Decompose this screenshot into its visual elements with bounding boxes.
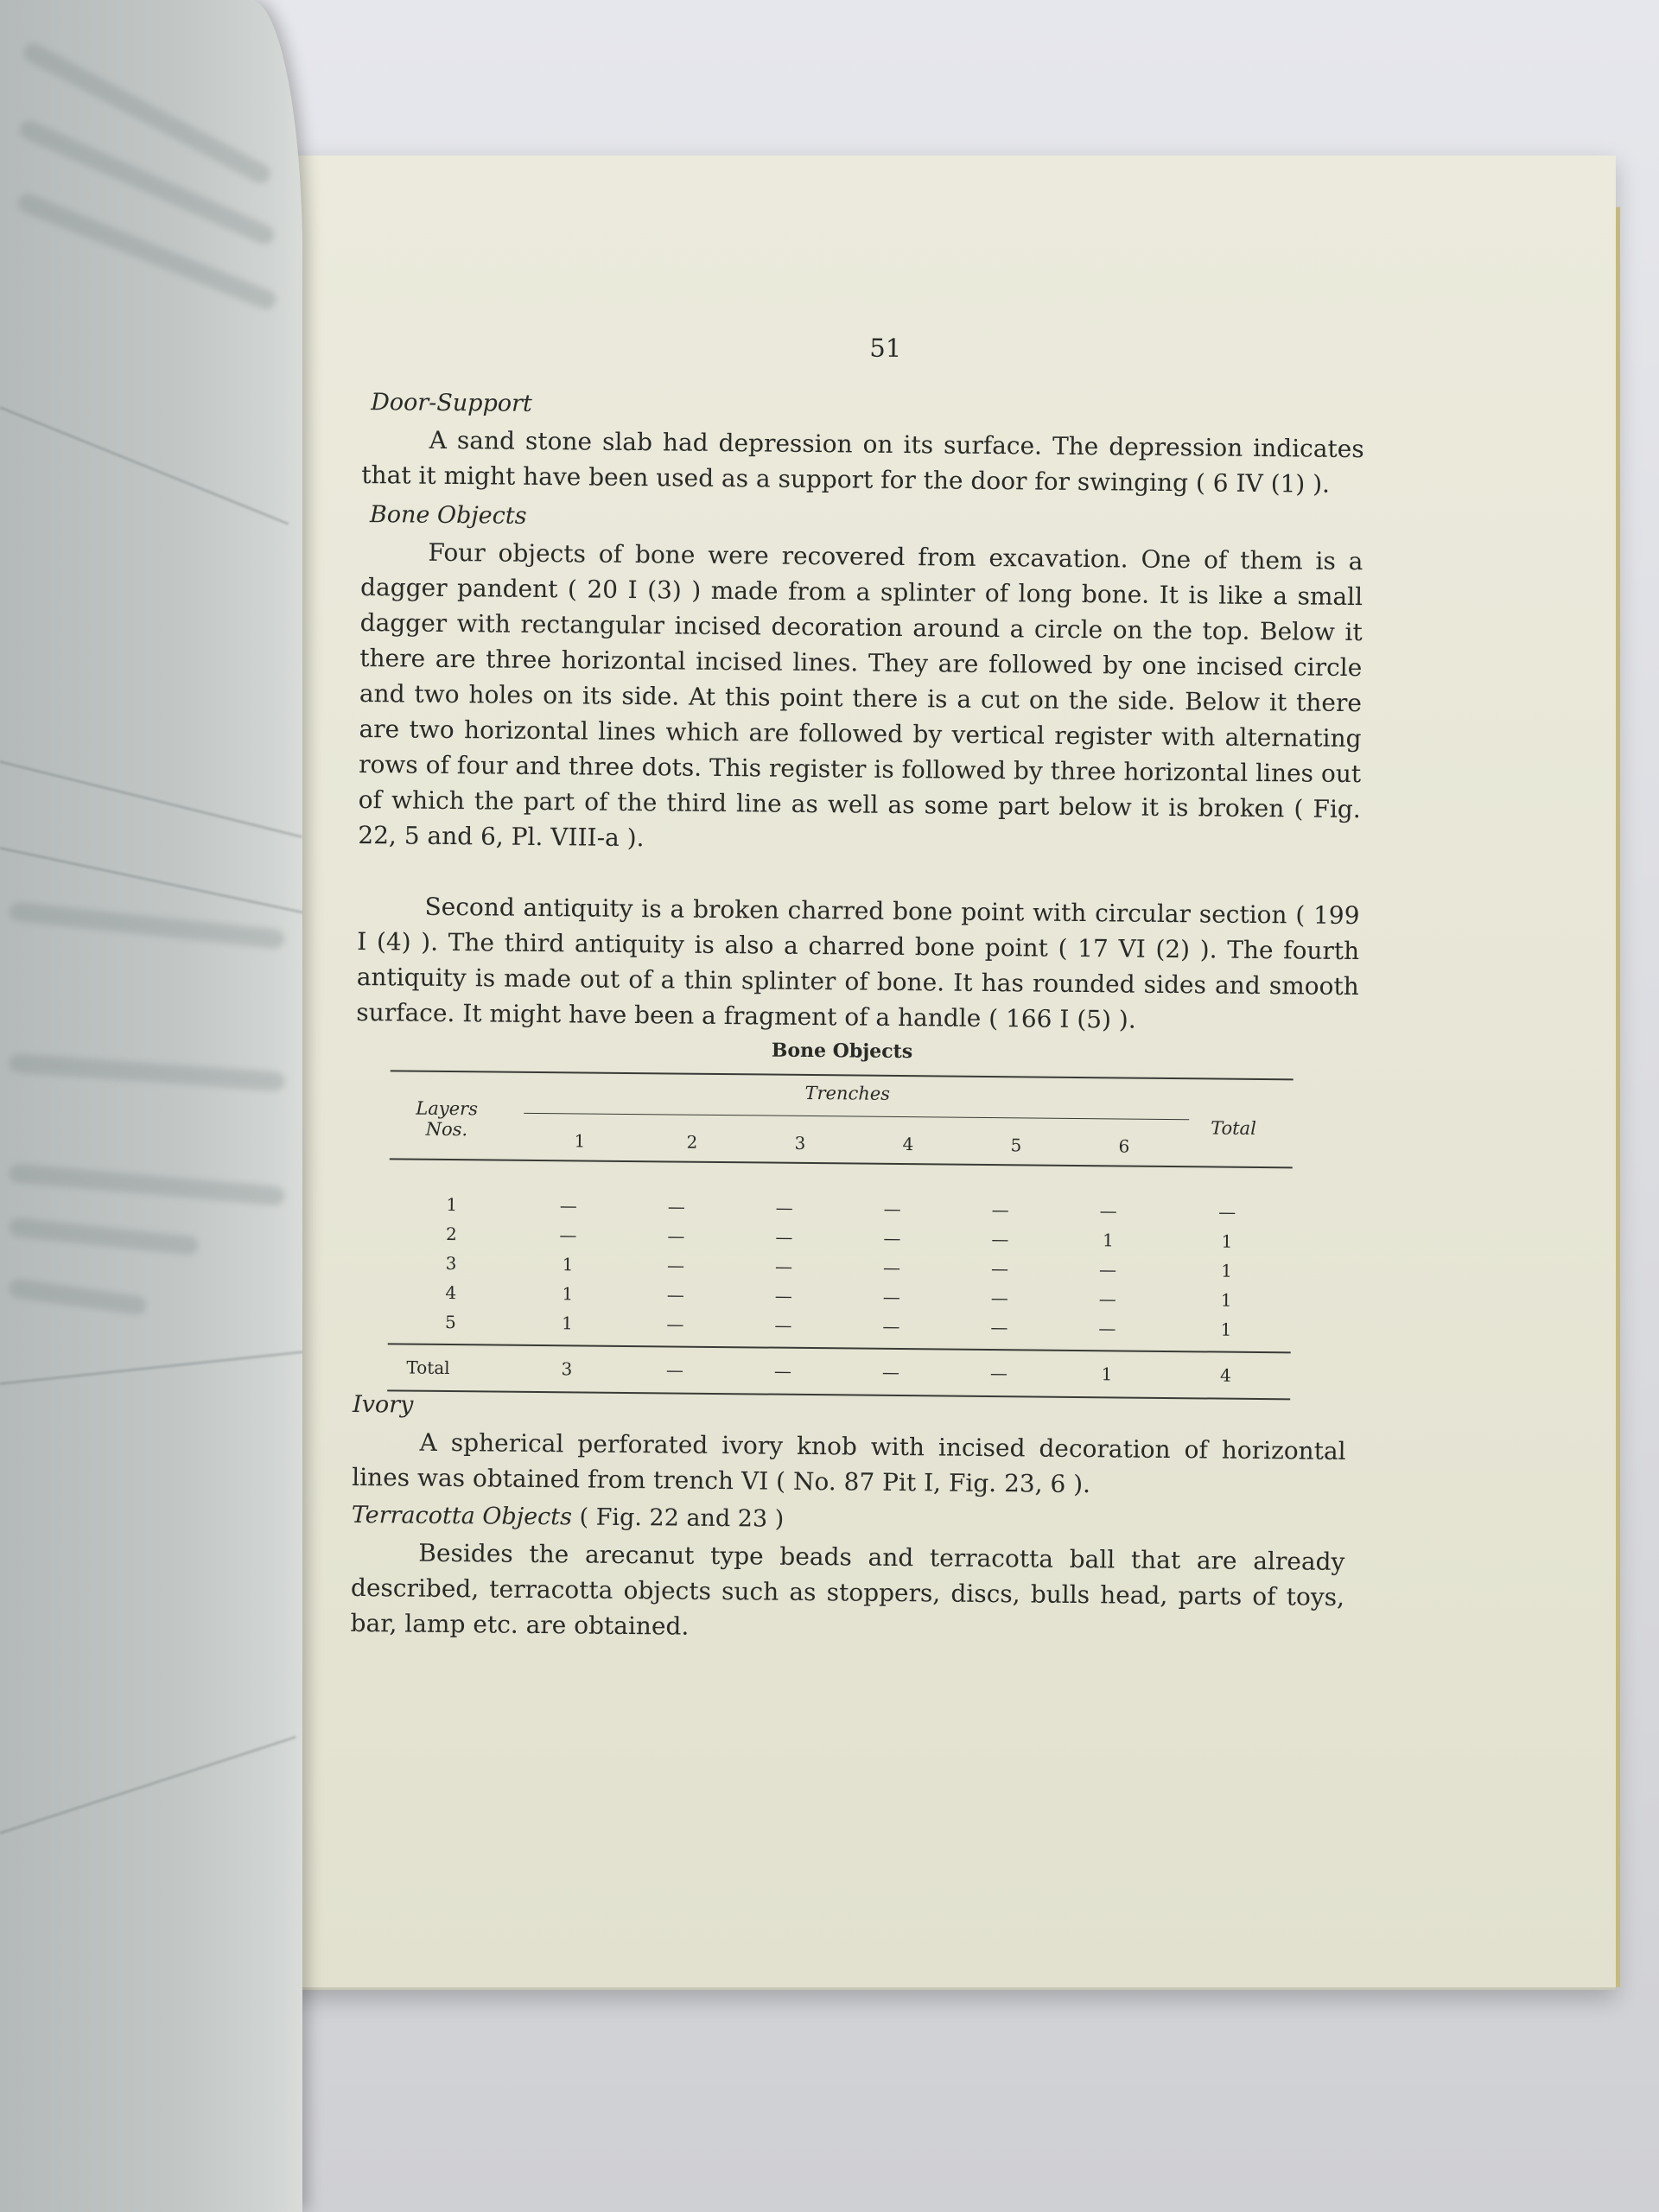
total-row-label: Total bbox=[406, 1357, 450, 1379]
cell: — bbox=[667, 1196, 685, 1217]
heading-door-support: Door-Support bbox=[371, 389, 532, 417]
cell: — bbox=[775, 1197, 793, 1218]
cell: — bbox=[991, 1229, 1009, 1250]
cell: — bbox=[774, 1314, 792, 1336]
row-total: 1 bbox=[1221, 1230, 1233, 1252]
trenches-rule bbox=[524, 1113, 1189, 1120]
row-total: 1 bbox=[1220, 1319, 1232, 1340]
cell: — bbox=[990, 1287, 1008, 1309]
cell: — bbox=[883, 1227, 901, 1249]
table-body bbox=[388, 1160, 1293, 1344]
cell: — bbox=[665, 1359, 684, 1381]
cell: — bbox=[667, 1225, 685, 1247]
cell: — bbox=[775, 1226, 793, 1248]
blurred-text-line bbox=[9, 1053, 286, 1091]
total-header: Total bbox=[1211, 1117, 1256, 1139]
cell: — bbox=[883, 1198, 901, 1220]
layers-header bbox=[416, 1098, 478, 1141]
table-header bbox=[390, 1071, 1294, 1166]
blurred-rule bbox=[0, 847, 302, 914]
paragraph-door-support: A sand stone slab had depression on its surface. The depression indicates that it might have been used as a support for the door for swinging ( 6 IV (1) ). bbox=[361, 425, 1364, 499]
blurred-rule bbox=[0, 1736, 296, 1834]
heading-bone-objects: Bone Objects bbox=[369, 501, 527, 530]
row-total: — bbox=[1218, 1201, 1236, 1223]
cell: — bbox=[666, 1313, 684, 1335]
cell: — bbox=[991, 1199, 1009, 1221]
heading-terracotta-ref: ( Fig. 22 and 23 ) bbox=[571, 1503, 785, 1533]
cell: — bbox=[773, 1360, 792, 1382]
heading-terracotta-line bbox=[352, 1502, 785, 1533]
layer-number: 2 bbox=[445, 1223, 457, 1245]
cell: — bbox=[666, 1255, 685, 1276]
page-number: 51 bbox=[869, 333, 902, 363]
cell: 1 bbox=[561, 1313, 573, 1334]
cell: — bbox=[989, 1363, 1008, 1384]
cell: 1 bbox=[1102, 1230, 1114, 1251]
layer-number: 4 bbox=[445, 1281, 457, 1304]
cell: — bbox=[882, 1286, 900, 1308]
cell: — bbox=[882, 1256, 901, 1279]
blurred-text-line bbox=[21, 40, 274, 187]
cell: 1 bbox=[562, 1283, 574, 1305]
blurred-text-line bbox=[9, 901, 286, 949]
table-caption: Bone Objects bbox=[771, 1039, 913, 1064]
layer-number: 1 bbox=[446, 1193, 458, 1216]
cell: — bbox=[774, 1285, 792, 1306]
cell: — bbox=[882, 1315, 900, 1338]
blurred-rule bbox=[0, 760, 302, 838]
paragraph-bone-objects-1: Four objects of bone were recovered from excavation. One of them is a dagger pandent ( 20 I (3) ) made from a splinter of long bone. It is like a small dagger with rectangular incised decoration around a circle on the top. Below it there are three horizontal incised lines. They are followed by one incised circle and two holes on its side. At this point there is a cut on the side. Below it there are two horizontal lines which are followed by vertical register with alternating rows of four and three dots. This register is followed by three horizontal lines out of which the part of the third line as well as some part below it is broken ( Fig. 22, 5 and 6, Pl. VIII-a ). bbox=[358, 537, 1363, 853]
trench-number-2: 2 bbox=[686, 1131, 698, 1153]
trenches-header: Trenches bbox=[804, 1082, 891, 1104]
cell: — bbox=[1099, 1200, 1117, 1222]
row-total: 1 bbox=[1220, 1289, 1232, 1311]
cell: — bbox=[559, 1224, 577, 1246]
blurred-text-line bbox=[8, 1278, 148, 1316]
trench-number-3: 3 bbox=[794, 1132, 806, 1154]
cell: — bbox=[1098, 1288, 1116, 1310]
trench-number-1: 1 bbox=[574, 1130, 586, 1152]
paragraph-bone-objects-2: Second antiquity is a broken charred bone point with circular section ( 199 I (4) ). The third antiquity is also a charred bone point ( 17 VI (2) ). The fourth antiquity is made out of a thin splinter of bone. It has rounded sides and smooth surface. It might have been a fragment of a handle ( 166 I (5) ). bbox=[356, 892, 1360, 1034]
cell: 3 bbox=[561, 1358, 573, 1380]
blurred-text-line bbox=[9, 1163, 286, 1206]
paragraph-terracotta: Besides the arecanut type beads and terracotta ball that are already described, terracotta objects such as stoppers, discs, bulls head, parts of toys, bar, lamp etc. are obtained. bbox=[350, 1538, 1345, 1641]
layers-nos-label: Nos. bbox=[425, 1118, 468, 1141]
left-page-blurred bbox=[0, 0, 302, 2212]
heading-ivory: Ivory bbox=[352, 1390, 414, 1419]
trench-number-5: 5 bbox=[1010, 1135, 1022, 1156]
blurred-text-line bbox=[16, 191, 279, 312]
cell: — bbox=[1098, 1318, 1116, 1339]
cell: — bbox=[559, 1195, 577, 1217]
blurred-rule bbox=[0, 1350, 302, 1385]
trench-number-6: 6 bbox=[1118, 1135, 1130, 1157]
cell: — bbox=[774, 1255, 793, 1277]
blurred-text-line bbox=[16, 118, 276, 247]
cell: 1 bbox=[562, 1254, 574, 1275]
cell: — bbox=[990, 1258, 1009, 1280]
trench-number-4: 4 bbox=[902, 1134, 914, 1155]
blurred-rule bbox=[0, 406, 289, 525]
layers-label: Layers bbox=[416, 1097, 479, 1120]
cell: — bbox=[1098, 1259, 1117, 1281]
layer-number: 5 bbox=[444, 1311, 456, 1333]
cell: — bbox=[881, 1361, 900, 1383]
cell: 1 bbox=[1101, 1363, 1113, 1385]
row-total: 1 bbox=[1221, 1260, 1233, 1281]
blurred-text-line bbox=[8, 1217, 199, 1256]
cell: — bbox=[990, 1317, 1008, 1338]
grand-total: 4 bbox=[1219, 1364, 1231, 1386]
heading-terracotta: Terracotta Objects bbox=[351, 1501, 573, 1531]
layer-number: 3 bbox=[445, 1252, 457, 1274]
bone-objects-table bbox=[387, 1035, 1294, 1400]
paragraph-ivory: A spherical perforated ivory knob with incised decoration of horizontal lines was obtained from trench VI ( No. 87 Pit I, Fig. 23, 6 ). bbox=[352, 1427, 1346, 1499]
cell: — bbox=[666, 1284, 684, 1306]
